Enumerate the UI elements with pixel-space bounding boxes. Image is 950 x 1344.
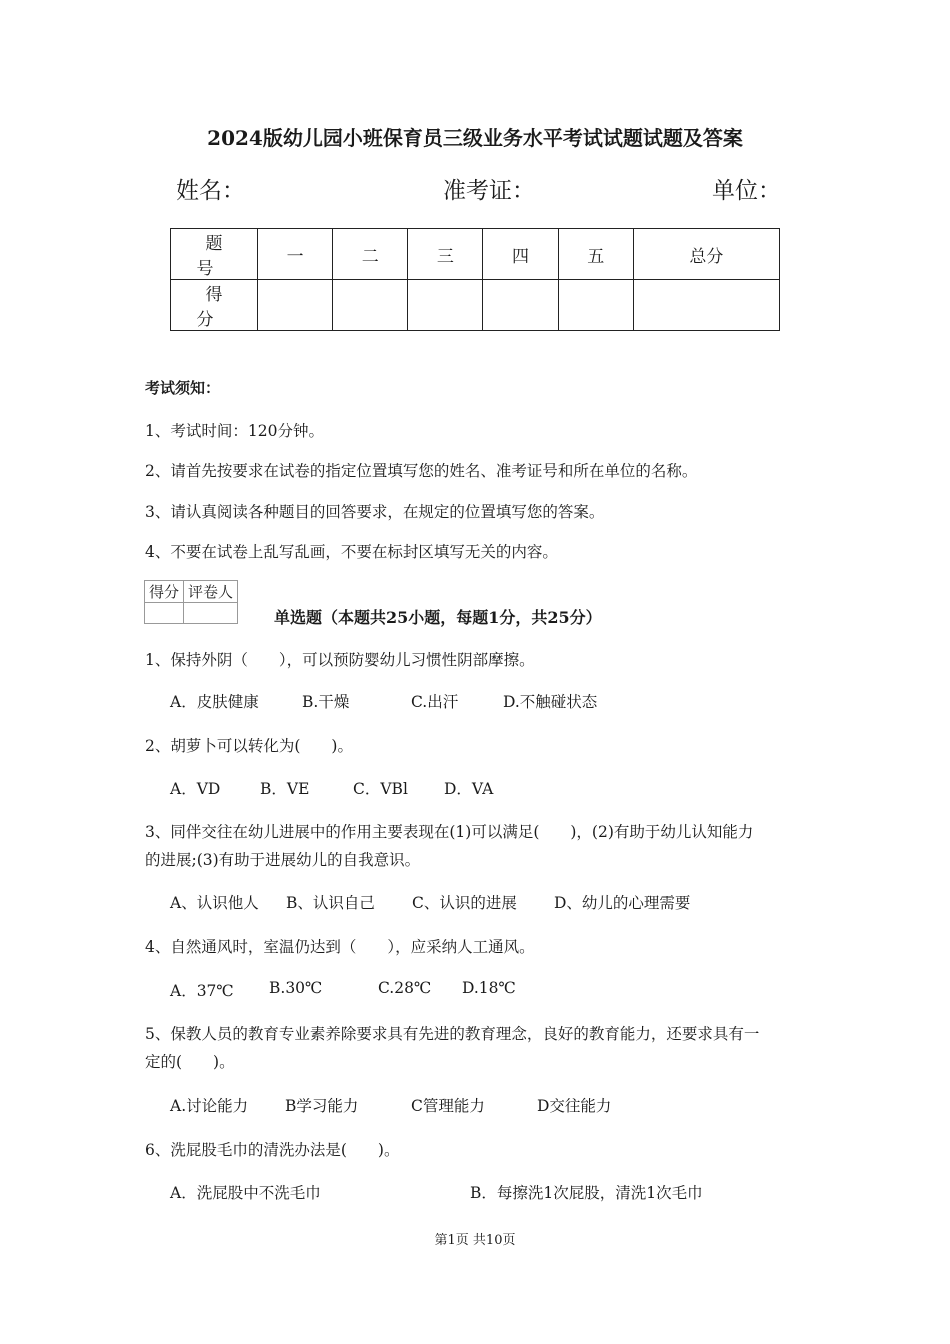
option-d: D交往能力 bbox=[537, 1097, 612, 1115]
option-a: A．VD bbox=[170, 780, 221, 798]
option-a: A.讨论能力 bbox=[170, 1097, 249, 1115]
option-c: C.28℃ bbox=[378, 979, 432, 997]
score-header-cell: 四 bbox=[483, 229, 558, 280]
option-b: B．每擦洗1次屁股，清洗1次毛巾 bbox=[470, 1184, 703, 1202]
notice-item: 4、不要在试卷上乱写乱画，不要在标封区填写无关的内容。 bbox=[145, 543, 558, 561]
question-text-line1: 5、保教人员的教育专业素养除要求具有先进的教育理念，良好的教育能力，还要求具有一 bbox=[145, 1025, 760, 1043]
page-footer: 第1页 共10页 bbox=[434, 1233, 516, 1248]
score-table-header-row bbox=[171, 229, 780, 280]
grader-score-label: 得分 bbox=[145, 581, 184, 603]
score-header-cell: 一 bbox=[258, 229, 333, 280]
option-d: D．VA bbox=[444, 780, 494, 798]
option-c: C管理能力 bbox=[411, 1097, 485, 1115]
grader-score-cell bbox=[145, 603, 184, 624]
notice-item: 2、请首先按要求在试卷的指定位置填写您的姓名、准考证号和所在单位的名称。 bbox=[145, 462, 698, 480]
option-b: B.30℃ bbox=[269, 979, 323, 997]
score-table-score-row bbox=[171, 280, 780, 331]
exam-id-label: 准考证： bbox=[443, 178, 535, 204]
option-b: B学习能力 bbox=[285, 1097, 359, 1115]
grader-name-label: 评卷人 bbox=[184, 581, 238, 603]
grader-name-cell bbox=[184, 603, 238, 624]
option-d: D、幼儿的心理需要 bbox=[554, 894, 691, 912]
score-header-cell: 总分 bbox=[633, 229, 779, 280]
score-cell bbox=[408, 280, 483, 331]
question-text-line1: 3、同伴交往在幼儿进展中的作用主要表现在(1)可以满足( )，(2)有助于幼儿认知能力 bbox=[145, 823, 754, 841]
page-title: 2024版幼儿园小班保育员三级业务水平考试试题试题及答案 bbox=[207, 126, 743, 150]
option-d: D.不触碰状态 bbox=[503, 693, 598, 711]
score-header-cell: 二 bbox=[333, 229, 408, 280]
score-cell bbox=[633, 280, 779, 331]
notice-heading: 考试须知： bbox=[145, 379, 221, 397]
option-a: A．皮肤健康 bbox=[170, 693, 259, 711]
score-table bbox=[170, 228, 780, 331]
question-text: 2、胡萝卜可以转化为( )。 bbox=[145, 737, 353, 755]
grader-table bbox=[144, 580, 238, 624]
option-d: D.18℃ bbox=[462, 979, 516, 997]
notice-item: 3、请认真阅读各种题目的回答要求，在规定的位置填写您的答案。 bbox=[145, 503, 605, 521]
score-cell bbox=[558, 280, 633, 331]
option-a: A．洗屁股中不洗毛巾 bbox=[170, 1184, 321, 1202]
option-c: C．VBl bbox=[353, 780, 408, 798]
score-cell bbox=[258, 280, 333, 331]
question-text: 6、洗屁股毛巾的清洗办法是( )。 bbox=[145, 1141, 400, 1159]
score-header-cell: 三 bbox=[408, 229, 483, 280]
option-b: B．VE bbox=[260, 780, 310, 798]
option-b: B.干燥 bbox=[302, 693, 350, 711]
score-cell bbox=[333, 280, 408, 331]
option-c: C.出汗 bbox=[411, 693, 459, 711]
section-title: 单选题（本题共25小题，每题1分，共25分） bbox=[274, 608, 602, 627]
question-text: 1、保持外阴（ ），可以预防婴幼儿习惯性阴部摩擦。 bbox=[145, 651, 535, 669]
question-text-line2: 的进展;(3)有助于进展幼儿的自我意识。 bbox=[145, 851, 421, 869]
option-c: C、认识的进展 bbox=[412, 894, 517, 912]
option-b: B、认识自己 bbox=[286, 894, 375, 912]
unit-label: 单位： bbox=[712, 178, 781, 204]
score-cell bbox=[483, 280, 558, 331]
name-label: 姓名： bbox=[176, 178, 245, 204]
question-text-line2: 定的( )。 bbox=[145, 1053, 235, 1071]
score-row-label: 得 分 bbox=[171, 280, 258, 331]
notice-item: 1、考试时间：120分钟。 bbox=[145, 422, 324, 440]
option-a: A．37℃ bbox=[170, 982, 234, 1000]
score-header-cell: 题 号 bbox=[171, 229, 258, 280]
question-text: 4、自然通风时，室温仍达到（ ），应采纳人工通风。 bbox=[145, 938, 535, 956]
option-a: A、认识他人 bbox=[170, 894, 259, 912]
score-header-cell: 五 bbox=[558, 229, 633, 280]
